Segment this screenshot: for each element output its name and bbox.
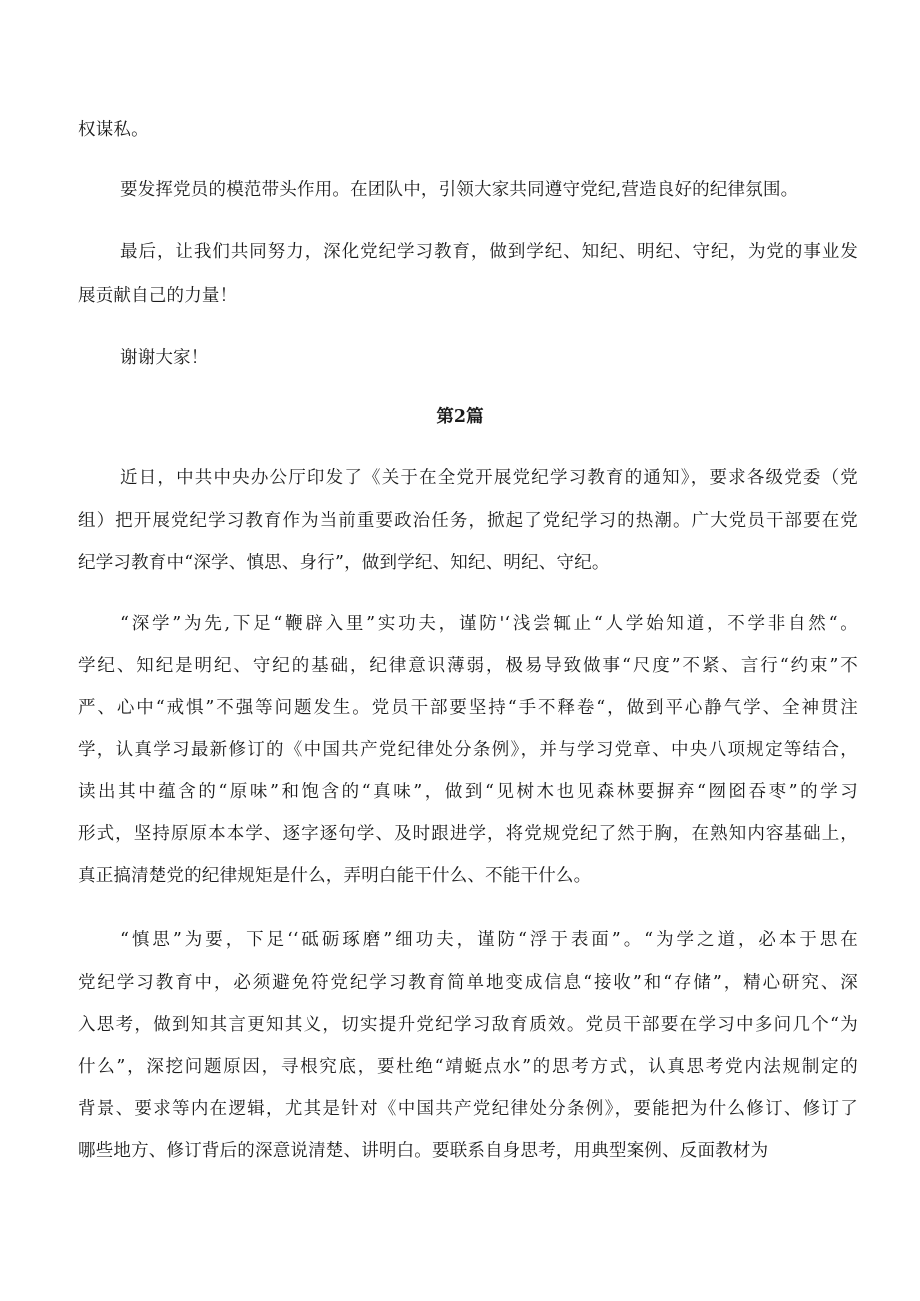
paragraph-careful-thought-line-6: 哪些地方、修订背后的深意说清楚、讲明白。要联系自身思考，用典型案例、反面教材为 — [78, 1141, 769, 1161]
paragraph-role-model-line-1: 要发挥党员的模范带头作用。在团队中，引领大家共同遵守党纪,营造良好的纪律氛围。 — [120, 180, 799, 200]
paragraph-conclusion-line-1: 最后，让我们共同努力，深化党纪学习教育，做到学纪、知纪、明纪、守纪，为党的事业发 — [120, 242, 858, 262]
section-title: 第2篇 — [436, 407, 484, 427]
paragraph-careful-thought-line-5: 背景、要求等内在逻辑，尤其是针对《中国共产党纪律处分条例》，要能把为什么修订、修订了 — [78, 1099, 858, 1119]
paragraph-careful-thought-line-2: 党纪学习教育中，必须避免符党纪学习教育简单地变成信息“接收”和“存储”，精心研究、深 — [78, 973, 858, 993]
paragraph-thanks-line-1: 谢谢大家！ — [120, 348, 209, 368]
paragraph-deep-study-line-7: 真正搞清楚党的纪律规矩是什么，弄明白能干什么、不能干什么。 — [78, 866, 592, 886]
paragraph-conclusion-line-2: 展贡献自己的力量！ — [78, 286, 238, 306]
paragraph-intro-line-2: 组）把开展党纪学习教育作为当前重要政治任务，掀起了党纪学习的热潮。广大党员干部要在党 — [78, 511, 858, 531]
paragraph-deep-study-line-4: 学，认真学习最新修订的《中国共产党纪律处分条例》，并与学习党章、中央八项规定等结合， — [78, 740, 858, 760]
paragraph-intro-line-1: 近日，中共中央办公厅印发了《关于在全党开展党纪学习教育的通知》，要求各级党委（党 — [120, 468, 858, 488]
paragraph-careful-thought-line-3: 入思考，做到知其言更知其义，切实提升党纪学习敌育质效。党员干部要在学习中多问几个“为 — [78, 1015, 858, 1035]
paragraph-top-fragment-line-1: 权谋私。 — [78, 120, 149, 140]
paragraph-deep-study-line-3: 严、心中“戒惧”不强等问题发生。党员干部要坚持“手不释卷“，做到平心静气学、全神贯注 — [78, 698, 858, 718]
paragraph-careful-thought-line-1: “慎思”为要，下足‘‘砥砺琢磨”细功夫，谨防“浮于表面”。“为学之道，必本于思在 — [120, 930, 858, 950]
paragraph-deep-study-line-6: 形式，坚持原原本本学、逐字逐句学、及时跟进学，将党规党纪了然于胸，在熟知内容基础上， — [78, 824, 858, 844]
paragraph-careful-thought-line-4: 什么”，深挖问题原因，寻根究底，要杜绝“靖蜓点水”的思考方式，认真思考党内法规制定的 — [78, 1057, 858, 1077]
paragraph-deep-study-line-1: “深学”为先,下足“鞭辟入里”实功夫，谨防'‘浅尝辄止“人学始知道，不学非自然“。 — [120, 614, 858, 634]
paragraph-deep-study-line-2: 学纪、知纪是明纪、守纪的基础，纪律意识薄弱，极易导致做事“尺度”不紧、言行“约束”不 — [78, 656, 858, 676]
paragraph-deep-study-line-5: 读出其中蕴含的“原味”和饱含的“真味”，做到“见树木也见森林要摒弃“囫囵吞枣”的学习 — [78, 782, 858, 802]
paragraph-intro-line-3: 纪学习教育中“深学、慎思、身行”，做到学纪、知纪、明纪、守纪。 — [78, 553, 610, 573]
